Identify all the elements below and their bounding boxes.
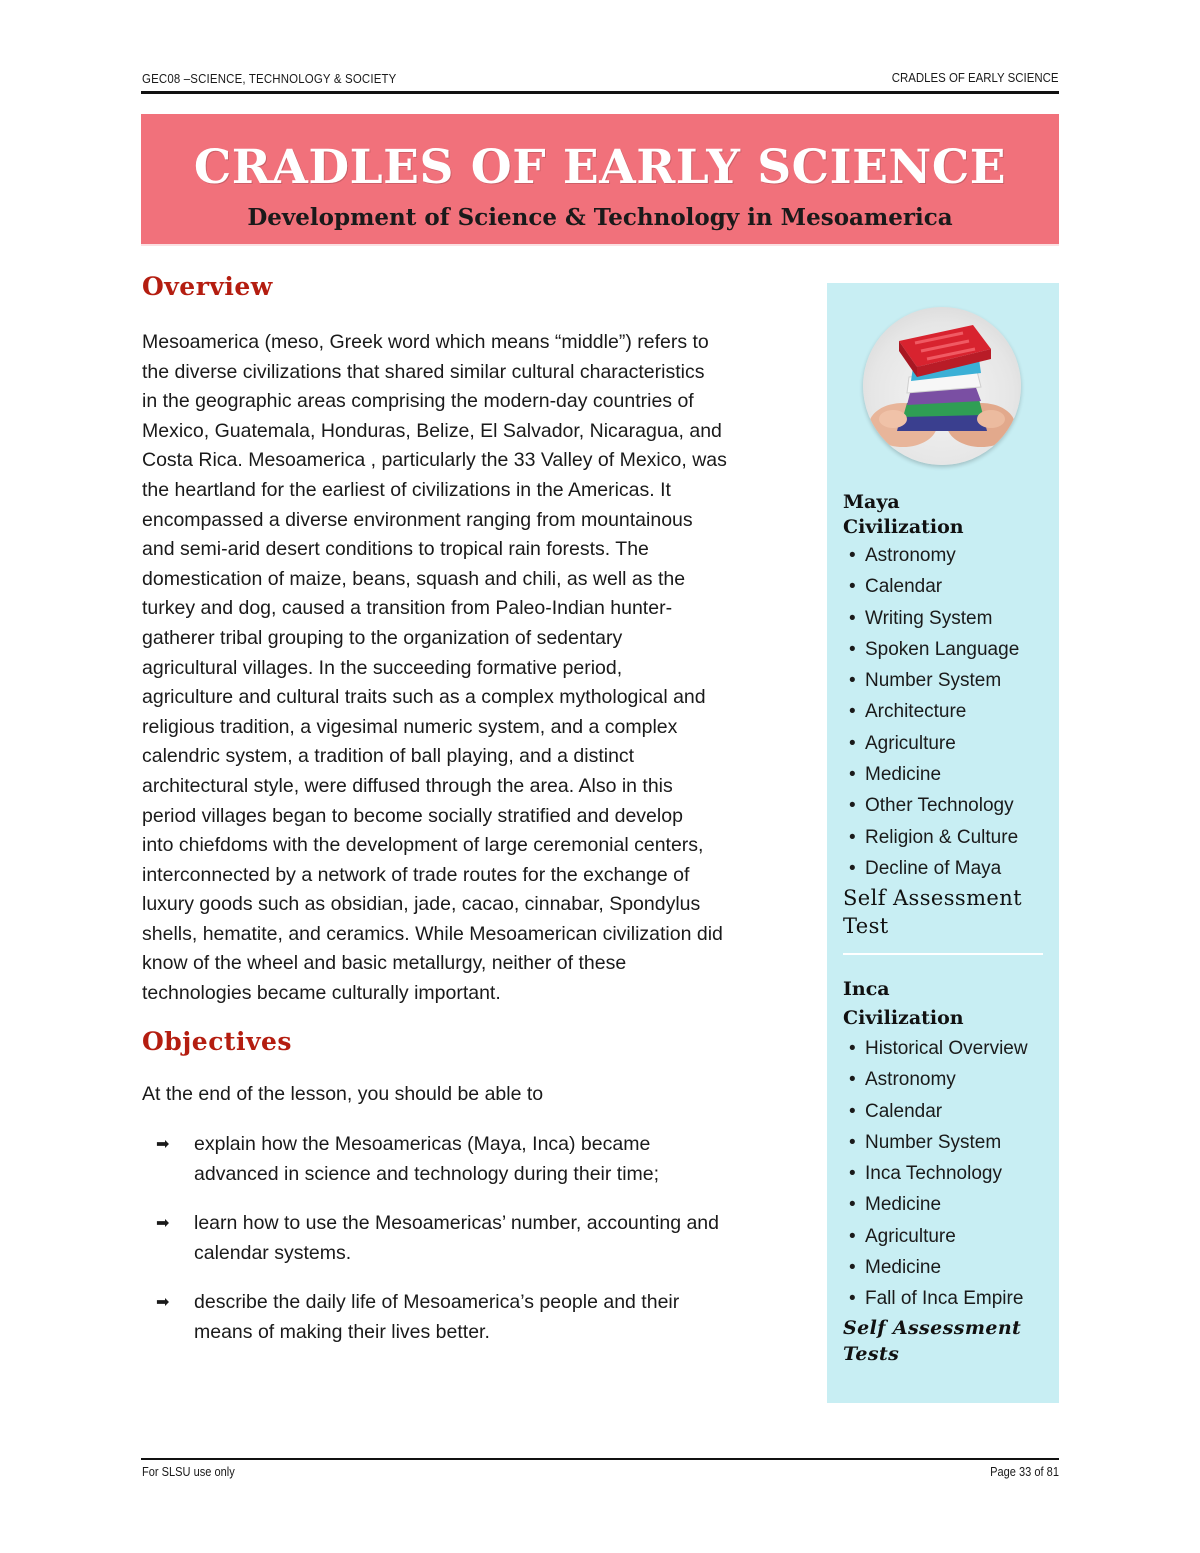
- maya-topic-list: [843, 540, 1053, 884]
- overview-line: turkey and dog, caused a transition from Paleo-Indian hunter-: [142, 597, 673, 620]
- sidebar-item-number-system[interactable]: • Number System: [843, 1127, 1057, 1158]
- inca-self-assessment-link[interactable]: [843, 1315, 1057, 1367]
- inca-section: [843, 975, 1057, 1367]
- self-test-line: Tests: [843, 1342, 900, 1365]
- overview-line: domestication of maize, beans, squash and chili, as well as the: [142, 567, 686, 590]
- sidebar-divider: [843, 953, 1043, 955]
- overview-line: calendric system, a tradition of ball playing, and a distinct: [142, 745, 635, 768]
- header-course-title: GEC08 –SCIENCE, TECHNOLOGY & SOCIETY: [142, 70, 397, 86]
- sidebar-item-writing-system[interactable]: • Writing System: [843, 603, 1053, 634]
- overview-line: shells, hematite, and ceramics. While Mesoamerican civilization did: [142, 922, 723, 945]
- overview-line: technologies became culturally important.: [142, 982, 501, 1005]
- footer-rule: [141, 1458, 1059, 1460]
- sidebar-item-agriculture[interactable]: • Agriculture: [843, 728, 1053, 759]
- maya-heading-line: Maya: [843, 491, 900, 513]
- overview-heading: Overview: [142, 272, 273, 301]
- sidebar-item-fall-of-inca-empire[interactable]: • Fall of Inca Empire: [843, 1283, 1057, 1314]
- inca-heading: [843, 975, 1057, 1033]
- objectives-heading: Objectives: [142, 1027, 292, 1056]
- objectives-list: [156, 1130, 816, 1368]
- maya-heading-line: Civilization: [843, 516, 964, 538]
- sidebar-item-inca-technology[interactable]: • Inca Technology: [843, 1158, 1057, 1189]
- header-chapter-title: CRADLES OF EARLY SCIENCE: [892, 70, 1059, 85]
- overview-line: agricultural villages. In the succeeding formative period,: [142, 656, 623, 679]
- sidebar-item-agriculture[interactable]: • Agriculture: [843, 1221, 1057, 1252]
- overview-line: period villages began to become socially stratified and develop: [142, 804, 683, 827]
- overview-line: gatherer tribal grouping to the organization of sedentary: [142, 626, 623, 649]
- self-test-line: Test: [843, 914, 889, 939]
- inca-topic-list: [843, 1033, 1057, 1315]
- sidebar-item-medicine[interactable]: • Medicine: [843, 1189, 1057, 1220]
- sidebar-item-historical-overview[interactable]: • Historical Overview: [843, 1033, 1057, 1064]
- overview-line: religious tradition, a vigesimal numeric system, and a complex: [142, 715, 678, 738]
- sidebar-item-calendar[interactable]: • Calendar: [843, 1096, 1057, 1127]
- sidebar-item-astronomy[interactable]: • Astronomy: [843, 540, 1053, 571]
- arrow-right-icon: ➡: [156, 1136, 170, 1153]
- objective-line: means of making their lives better.: [194, 1320, 490, 1343]
- overview-line: the diverse civilizations that shared similar cultural characteristics: [142, 360, 705, 383]
- objective-line: learn how to use the Mesoamericas’ number, accounting and: [194, 1212, 719, 1235]
- overview-line: agriculture and cultural traits such as a complex mythological and: [142, 686, 706, 709]
- maya-section: [843, 490, 1053, 940]
- overview-line: and semi-arid desert conditions to tropical rain forests. The: [142, 538, 649, 561]
- arrow-right-icon: ➡: [156, 1294, 170, 1312]
- objective-item: [156, 1209, 816, 1268]
- objective-line: advanced in science and technology during their time;: [194, 1162, 660, 1185]
- hands-holding-colorful-blocks-image: [863, 307, 1021, 465]
- objective-item: [156, 1288, 816, 1347]
- objective-item: [156, 1130, 816, 1189]
- overview-paragraph: [142, 328, 810, 1009]
- sidebar-item-medicine-2[interactable]: • Medicine: [843, 1252, 1057, 1283]
- sidebar-item-calendar[interactable]: • Calendar: [843, 571, 1053, 602]
- sidebar-item-astronomy[interactable]: • Astronomy: [843, 1064, 1057, 1095]
- self-test-line: Self Assessment: [843, 886, 1022, 911]
- objective-line: calendar systems.: [194, 1241, 352, 1264]
- overview-line: Mexico, Guatemala, Honduras, Belize, El Salvador, Nicaragua, and: [142, 419, 722, 442]
- page-subtitle: Development of Science & Technology in Mesoamerica: [247, 204, 953, 231]
- overview-line: know of the wheel and basic metallurgy, neither of these: [142, 952, 627, 975]
- arrow-right-icon: ➡: [156, 1215, 170, 1233]
- maya-heading: [843, 490, 1053, 540]
- objective-line: describe the daily life of Mesoamerica’s people and their: [194, 1291, 680, 1314]
- page-number: Page 33 of 81: [990, 1464, 1059, 1479]
- overview-line: architectural style, were diffused through the area. Also in this: [142, 774, 673, 797]
- overview-line: Costa Rica. Mesoamerica , particularly the 33 Valley of Mexico, was: [142, 449, 727, 472]
- footer-usage-note: For SLSU use only: [142, 1464, 235, 1479]
- overview-line: in the geographic areas comprising the modern-day countries of: [142, 390, 694, 413]
- sidebar-item-architecture[interactable]: • Architecture: [843, 696, 1053, 727]
- maya-self-assessment-link[interactable]: [843, 884, 1053, 940]
- overview-line: interconnected by a network of trade routes for the exchange of: [142, 863, 690, 886]
- overview-line: the heartland for the earliest of civilizations in the Americas. It: [142, 478, 671, 501]
- running-header: [142, 68, 949, 88]
- sidebar-item-other-technology[interactable]: • Other Technology: [843, 790, 1053, 821]
- overview-line: luxury goods such as obsidian, jade, cacao, cinnabar, Spondylus: [142, 893, 701, 916]
- self-test-line: Self Assessment: [843, 1316, 1022, 1339]
- sidebar-item-number-system[interactable]: • Number System: [843, 665, 1053, 696]
- sidebar-contents: [827, 283, 1059, 1403]
- overview-line: encompassed a diverse environment ranging from mountainous: [142, 508, 693, 531]
- title-banner: [141, 114, 1059, 246]
- sidebar-item-religion-culture[interactable]: • Religion & Culture: [843, 822, 1053, 853]
- sidebar-item-spoken-language[interactable]: • Spoken Language: [843, 634, 1053, 665]
- objectives-intro: At the end of the lesson, you should be able to: [142, 1083, 544, 1105]
- header-rule: [141, 91, 1059, 94]
- objective-line: explain how the Mesoamericas (Maya, Inca) became: [194, 1133, 651, 1155]
- inca-heading-line: Inca: [843, 978, 890, 1000]
- overview-line: into chiefdoms with the development of large ceremonial centers,: [142, 834, 704, 857]
- page-title: CRADLES OF EARLY SCIENCE: [193, 140, 1007, 195]
- overview-line: Mesoamerica (meso, Greek word which means “middle”) refers to: [142, 331, 709, 353]
- running-footer: [142, 1464, 1059, 1484]
- blocks-illustration-icon: [863, 307, 1021, 465]
- sidebar-item-decline-of-maya[interactable]: • Decline of Maya: [843, 853, 1053, 884]
- sidebar-item-medicine[interactable]: • Medicine: [843, 759, 1053, 790]
- inca-heading-line: Civilization: [843, 1007, 964, 1029]
